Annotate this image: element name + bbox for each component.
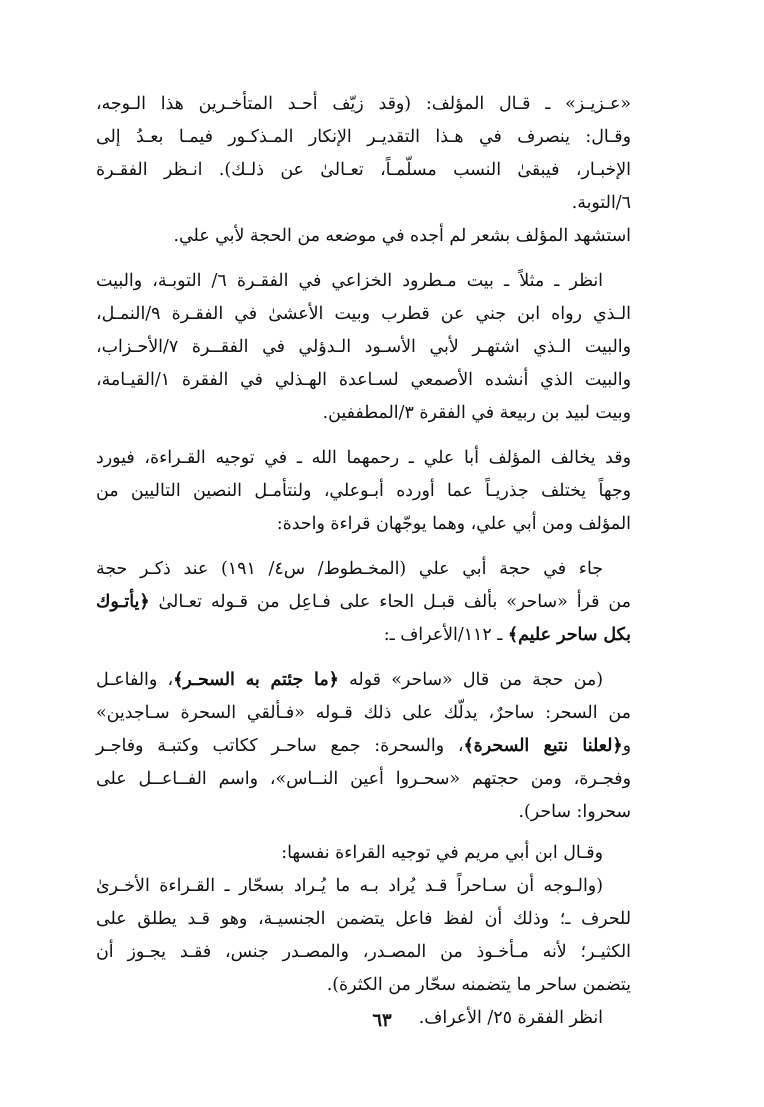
- text-line: [96, 730, 631, 763]
- text-line: وقـال ابن أبي مريم في توجيه القراءة نفسها:: [281, 843, 603, 863]
- section-waw-body: [96, 265, 631, 430]
- text-line: [96, 664, 631, 697]
- text-line: من السحر: ساحرٌ، يدلّك على ذلك قـوله «فـألقي السحرة سـاجدين»: [96, 703, 631, 723]
- text-line: وقد يخالف المؤلف أبا علي ـ رحمهما الله ـ في توجيه القـراءة، فيورد: [96, 448, 631, 468]
- section-zay: [96, 442, 631, 541]
- quran-citation: بكل ساحر عليم﴾: [507, 625, 631, 645]
- text-line: يتضمن ساحر ما يتضمنه سحّار من الكثرة).: [326, 975, 631, 995]
- text-line: سحروا: ساحر).: [518, 802, 631, 822]
- text-line: الإخبـار، فيبقىٰ النسب مسلّمـاً، تعـالىٰ عن ذلـك). انـظر الفقـرة: [96, 160, 631, 180]
- quran-citation: ﴿ما جئتم به السحـر﴾: [173, 670, 339, 690]
- text-line: ٦/التوبة.: [571, 193, 631, 213]
- text-line: (والـوجه أن سـاحراً قـد يُراد بـه ما يُـراد بسحّار ـ القـراءة الأخـرىٰ: [96, 876, 603, 896]
- text-span: ، والفاعـل: [96, 670, 174, 690]
- text-span: ـ ١١٢/الأعراف ـ:: [383, 625, 508, 645]
- quote-hujja: [96, 664, 631, 829]
- text-line: وجهاً يختلف جذريـاً عما أورده أبـوعلي، ولنتأمـل النصين التاليين من: [96, 481, 631, 501]
- text-line: وقـال: ينصرف في هـذا التقديـر الإنكار المـذكـور فيمـا بعـدُ إلى: [96, 127, 631, 147]
- text-line: وفجـرة، ومن حجتهم «سحـروا أعين النــاس»، واسم الفــاعــل على: [96, 769, 631, 789]
- page-number: ٦٣: [372, 1010, 392, 1031]
- quran-citation: ﴿يأتـوك: [96, 592, 150, 612]
- text-span: و: [622, 736, 631, 756]
- text-line: الـذي رواه ابن جني عن قطرب وبيت الأعشىٰ في الفقـرة ٩/النمـل،: [96, 304, 631, 324]
- text-span: ، والسحرة: جمع ساحـر ككاتب وكتبـة وفاجـر: [96, 736, 464, 756]
- section-heading: استشهد المؤلف بشعر لم أجده في موضعه من الحجة لأبي علي.: [173, 226, 631, 246]
- text-line: [96, 586, 631, 619]
- quran-citation: ﴿لعلنا نتبع السحرة﴾: [463, 736, 623, 756]
- quote-abu-ali: [96, 553, 631, 652]
- text-line: «عـزيـز» ـ قـال المؤلف: (وقد زيّف أحـد المتأخـرين هذا الـوجه،: [96, 94, 631, 114]
- text-line: الكثيـر؛ لأنه مـأخـوذ من المصـدر، والمصـدر جنس، فقـد يجـوز أن: [96, 942, 631, 962]
- text-line: والبيت الـذي اشتهـر لأبي الأسـود الـدؤلي في الفقــرة ٧/الأحـزاب،: [96, 337, 631, 357]
- text-line: وبيت لبيد بن ربيعة في الفقرة ٣/المطففين.: [322, 403, 631, 423]
- text-line: جاء في حجة أبي علي (المخـطوط/ س٤/ ١٩١) عند ذكـر حجة: [96, 559, 604, 579]
- top-paragraph: [96, 88, 631, 220]
- text-line: [96, 619, 631, 652]
- text-line: انظر ـ مثلاً ـ بيت مـطرود الخزاعي في الفقـرة ٦/ التوبـة، والبيت: [96, 271, 604, 291]
- cross-reference: انظر الفقرة ٢٥/ الأعراف.: [418, 1008, 603, 1028]
- quote-ibn-abi-maryam: [96, 837, 631, 1035]
- text-line: المؤلف ومن أبي علي، وهما يوجّهان قراءة واحدة:: [276, 514, 631, 534]
- text-span: من قرأ «ساحر» بألف قبـل الحاء على فـاعِل من قـوله تعـالىٰ: [149, 592, 631, 612]
- section-waw: [96, 220, 631, 253]
- text-line: للحرف ـ؛ وذلك أن لفظ فاعل يتضمن الجنسيـة، وهو قـد يطلق على: [96, 909, 631, 929]
- text-span: (من حجة من قال «ساحر» قوله: [338, 670, 603, 690]
- text-line: والبيت الذي أنشده الأصمعي لسـاعدة الهـذلي في الفقرة ١/القيـامة،: [96, 370, 631, 390]
